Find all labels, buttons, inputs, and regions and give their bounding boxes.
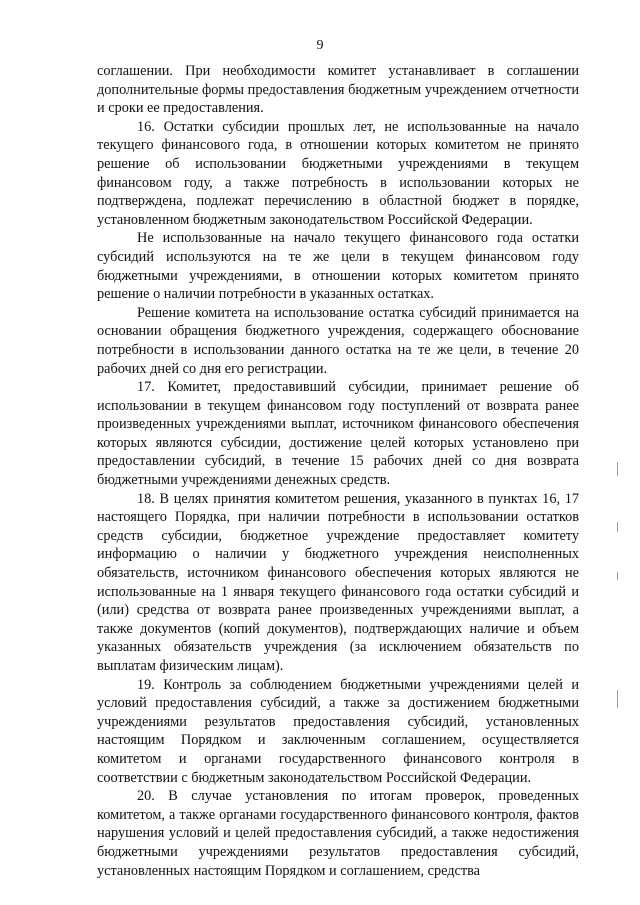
document-body	[97, 62, 579, 880]
paragraph-18: 18. В целях принятия комитетом решения, указанного в пунктах 16, 17 настоящего Порядка, при наличии потребности в использовании остатков средств субсидии, бюджетное учреждение предоставляет комитету информацию о наличии у бюджетного учреждения неисполненных обязательств, источником финансового обеспечения которых являются не использованные на 1 января текущего финансового года остатки субсидий и (или) средства от возврата ранее произведенных учреждениями выплат, а также документов (копий документов), подтверждающих наличие и объем указанных обязательств учреждения (за исключением обязательств по выплатам физическим лицам).	[97, 490, 579, 674]
paragraph-19: 19. Контроль за соблюдением бюджетными учреждениями целей и условий предоставления субсидий, а также за достижением бюджетными учреждениями результатов предоставления субсидий, установленных настоящим Порядком и заключенным соглашением, осуществляется комитетом и органами государственного финансового контроля в соответствии с бюджетным законодательством Российской Федерации.	[97, 676, 579, 786]
scan-margin-marks	[615, 462, 621, 712]
paragraph-16: 16. Остатки субсидии прошлых лет, не использованные на начало текущего финансового года, в отношении которых комитетом не принято решение об использовании бюджетными учреждениями в текущем финансовом году, а также потребность в использовании которых не подтверждена, подлежат перечислению в областной бюджет в порядке, установленном бюджетным законодательством Российской Федерации.	[97, 118, 579, 228]
paragraph-continuation: соглашении. При необходимости комитет устанавливает в соглашении дополнительные формы предоставления бюджетным учреждением отчетности и сроки ее предоставления.	[97, 63, 579, 117]
paragraph-17: 17. Комитет, предоставивший субсидии, принимает решение об использовании в текущем финансовом году поступлений от возврата ранее произведенных учреждениями выплат, источником финансового обеспечения которых являются субсидии, достижение целей которых установлено при предоставлении субсидий, в течение 15 рабочих дней со дня возврата бюджетными учреждениями денежных средств.	[97, 379, 579, 489]
scan-mark	[617, 462, 618, 476]
paragraph-16-unused-balances: Не использованные на начало текущего финансового года остатки субсидий используются на те же цели в текущем финансовом году бюджетными учреждениями, в отношении которых комитетом принято решение о наличии потребности в указанных остатках.	[97, 230, 579, 303]
scan-mark	[617, 690, 618, 708]
paragraph-20: 20. В случае установления по итогам проверок, проведенных комитетом, а также органами государственного финансового контроля, фактов нарушения условий и целей предоставления субсидий, а также недостижения бюджетными учреждениями результатов предоставления субсидий, установленных настоящим Порядком и соглашением, средства	[97, 788, 579, 879]
scan-mark	[617, 572, 618, 580]
paragraph-16-committee-decision: Решение комитета на использование остатка субсидий принимается на основании обращения бюджетного учреждения, содержащего обоснование потребности в использовании данного остатка на те же цели, в течение 20 рабочих дней со дня его регистрации.	[97, 304, 579, 377]
scan-mark	[617, 522, 618, 532]
page-number: 9	[316, 38, 324, 53]
